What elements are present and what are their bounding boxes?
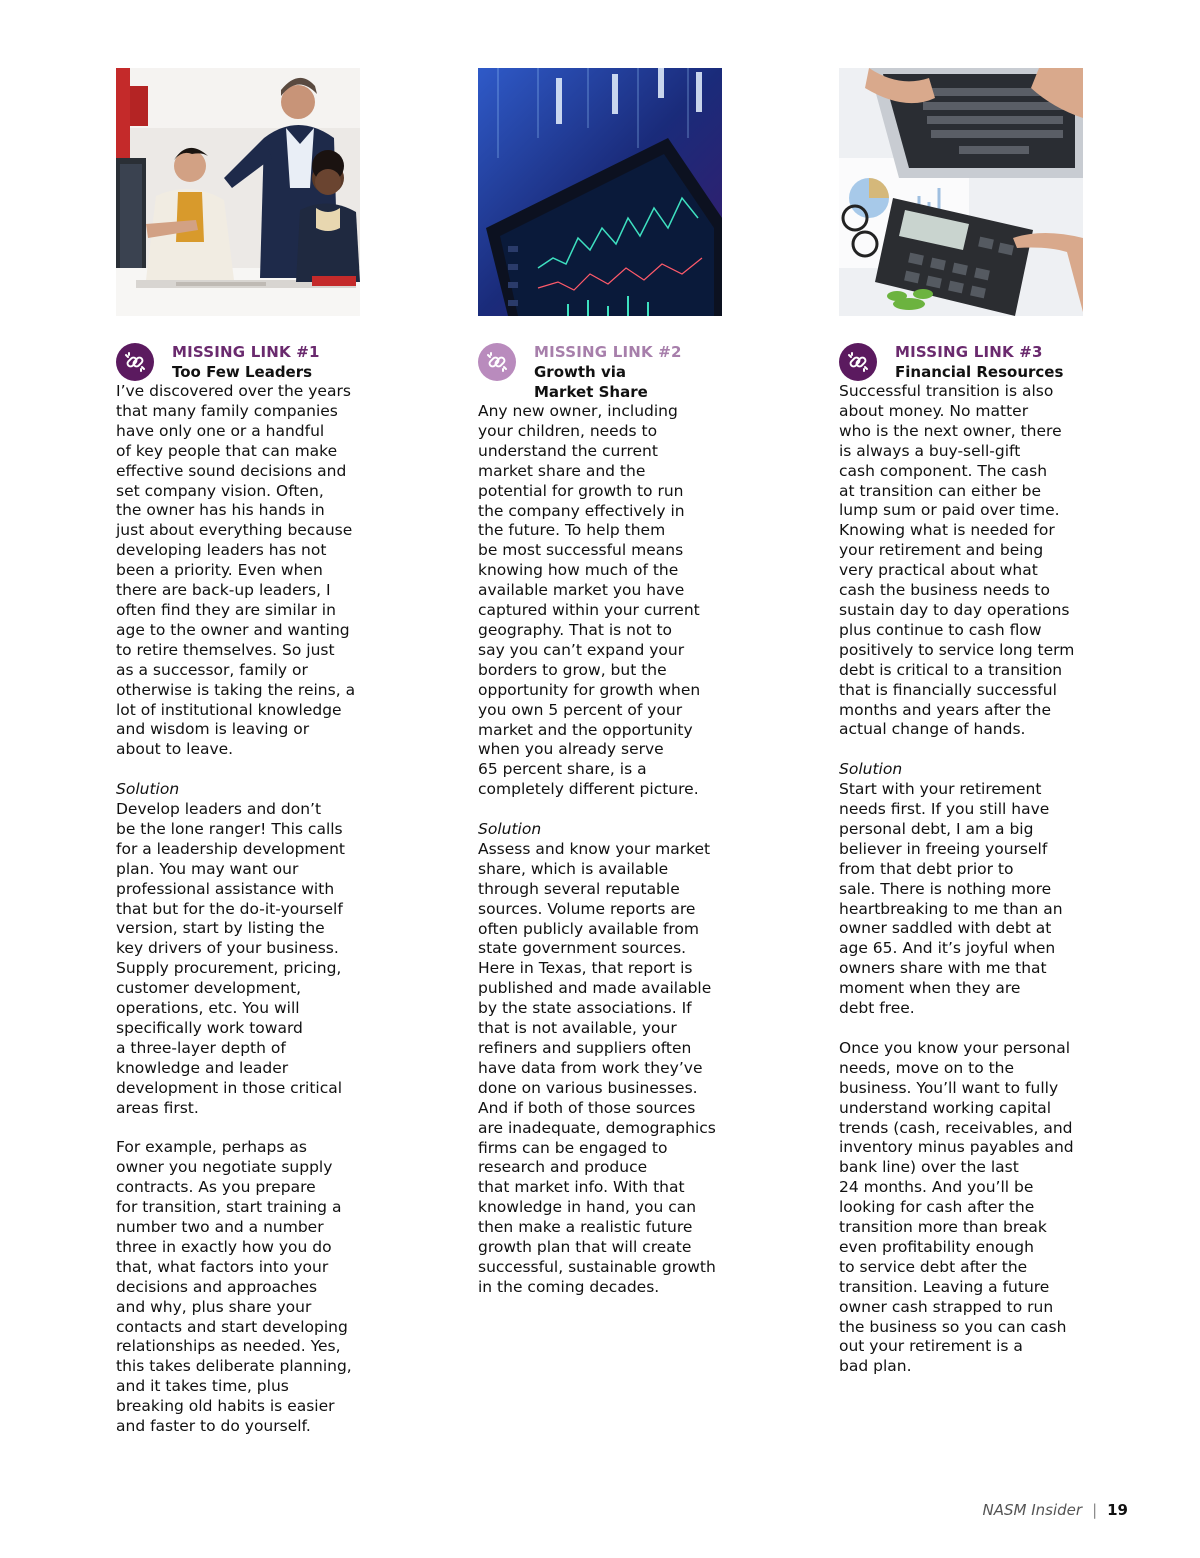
chain-link-icon <box>839 343 877 381</box>
market-chart-photo <box>478 68 722 316</box>
calculator-laptop-photo <box>839 68 1083 316</box>
section-header <box>839 342 1083 382</box>
market-chart-illustration <box>478 68 722 316</box>
page-number: 19 <box>1107 1501 1128 1519</box>
section-kicker: MISSING LINK #2 <box>534 343 682 361</box>
solution-label: Solution <box>478 820 542 839</box>
page-footer <box>983 1500 1128 1520</box>
section-header <box>116 342 360 382</box>
chain-link-icon <box>478 343 516 381</box>
publication-name: NASM Insider <box>982 1501 1083 1519</box>
column-missing-link-3 <box>839 68 1083 1377</box>
section-title: Growth via Market Share <box>534 363 648 401</box>
solution-paragraph: Assess and know your market share, which is available through several reputable sources. Volume reports are often publicly available from state government sources. Here in Texas, that report is published and made available by the state associations. If that is not available, your refiners and suppliers often have data from work they’ve done on various businesses. And if both of those sources are inadequate, demographics firms can be engaged to research and produce that market info. With that knowledge in hand, you can then make a realistic future growth plan that will create successful, sustainable growth in the coming decades. <box>478 839 716 1296</box>
section-kicker: MISSING LINK #1 <box>172 343 320 361</box>
section-kicker: MISSING LINK #3 <box>895 343 1043 361</box>
intro-paragraph: Successful transition is also about money. No matter who is the next owner, there is always a buy-sell-gift cash component. The cash at transition can either be lump sum or paid over time. Knowing what is needed for your retirement and being very practical about what cash the business needs to sustain day to day operations plus continue to cash flow positively to service long term debt is critical to a transition that is financially successful months and years after the actual change of hands. <box>839 382 1075 739</box>
calculator-laptop-illustration <box>839 68 1083 316</box>
column-missing-link-1 <box>116 68 360 1437</box>
chain-link-icon <box>116 343 154 381</box>
office-team-illustration <box>116 68 360 316</box>
solution-paragraph: Start with your retirement needs first. If you still have personal debt, I am a big believer in freeing yourself from that debt prior to sale. There is nothing more heartbreaking to me than an owner saddled with debt at age 65. And it’s joyful when owners share with me that moment when they are debt free. <box>839 780 1063 1018</box>
solution-label: Solution <box>839 760 903 779</box>
example-paragraph: For example, perhaps as owner you negotiate supply contracts. As you prepare for transition, start training a number two and a number three in exactly how you do that, what factors into your decisions and approaches and why, plus share your contacts and start developing relationships as needed. Yes, this takes deliberate planning, and it takes time, plus breaking old habits is easier and faster to do yourself. <box>116 1138 352 1436</box>
section-header <box>478 342 722 402</box>
solution-label: Solution <box>116 780 180 799</box>
section-title: Financial Resources <box>895 363 1064 381</box>
followup-paragraph: Once you know your personal needs, move on to the business. You’ll want to fully understand working capital trends (cash, receivables, and inventory minus payables and bank line) over the last 24 months. And you’ll be looking for cash after the transition more than break even profitability enough to service debt after the transition. Leaving a future owner cash strapped to run the business so you can cash out your retirement is a bad plan. <box>839 1038 1074 1376</box>
column-missing-link-2 <box>478 68 722 1298</box>
section-title: Too Few Leaders <box>172 363 313 381</box>
intro-paragraph: I’ve discovered over the years that many family companies have only one or a handful of key people that can make effective sound decisions and set company vision. Often, the owner has his hands in just about everything because developing leaders has not been a priority. Even when there are back-up leaders, I often find they are similar in age to the owner and wanting to retire themselves. So just as a successor, family or otherwise is taking the reins, a lot of institutional knowledge and wisdom is leaving or about to leave. <box>116 382 356 759</box>
office-team-photo <box>116 68 360 316</box>
intro-paragraph: Any new owner, including your children, needs to understand the current market share and the potential for growth to run the company effectively in the future. To help them be most successful means knowing how much of the available market you have captured within your current geography. That is not to say you can’t expand your borders to grow, but the opportunity for growth when you own 5 percent of your market and the opportunity when you already serve 65 percent share, is a completely different picture. <box>478 402 701 799</box>
footer-separator: | <box>1092 1501 1098 1519</box>
solution-paragraph: Develop leaders and don’t be the lone ranger! This calls for a leadership development plan. You may want our professional assistance with that but for the do-it-yourself version, start by listing the key drivers of your business. Supply procurement, pricing, customer development, operations, etc. You will specifically work toward a three-layer depth of knowledge and leader development in those critical areas first. <box>116 800 345 1117</box>
